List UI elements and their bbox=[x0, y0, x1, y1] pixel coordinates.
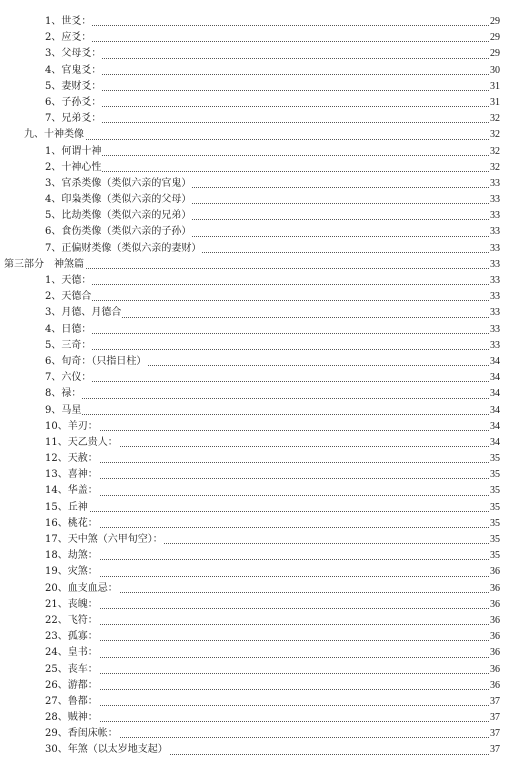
dot-leader bbox=[45, 25, 499, 26]
toc-entry-title: 5、妻财爻： bbox=[45, 79, 102, 95]
toc-entry-title: 21、丧魄： bbox=[45, 597, 99, 613]
toc-page-number: 37 bbox=[489, 742, 500, 758]
toc-entry-title: 2、天德合 bbox=[45, 289, 92, 305]
toc-section-heading[interactable] bbox=[0, 127, 515, 143]
toc-entry[interactable] bbox=[0, 678, 515, 694]
dot-leader bbox=[45, 333, 499, 334]
toc-entry-title: 16、桃花： bbox=[45, 516, 99, 532]
dot-leader bbox=[45, 349, 499, 350]
toc-entry-title: 1、何谓十神 bbox=[45, 144, 102, 160]
toc-entry[interactable] bbox=[0, 79, 515, 95]
toc-entry[interactable] bbox=[0, 419, 515, 435]
toc-entry-title: 7、兄弟爻： bbox=[45, 111, 102, 127]
toc-entry[interactable] bbox=[0, 305, 515, 321]
toc-entry-title: 1、世爻： bbox=[45, 14, 92, 30]
toc-page-number: 35 bbox=[489, 548, 500, 564]
dot-leader bbox=[45, 381, 499, 382]
toc-entry[interactable] bbox=[0, 338, 515, 354]
toc-page-number: 33 bbox=[489, 289, 500, 305]
toc-entry-title: 12、天赦： bbox=[45, 451, 99, 467]
toc-entry-title: 11、天乙贵人： bbox=[45, 435, 119, 451]
toc-entry-title: 29、香闺床帐： bbox=[45, 726, 119, 742]
dot-leader bbox=[45, 74, 499, 75]
toc-entry[interactable] bbox=[0, 14, 515, 30]
toc-page-number: 34 bbox=[489, 419, 500, 435]
dot-leader bbox=[45, 171, 499, 172]
toc-page-number: 35 bbox=[489, 467, 500, 483]
dot-leader bbox=[45, 122, 499, 123]
toc-entry-title: 15、丘神 bbox=[45, 500, 89, 516]
dot-leader bbox=[45, 398, 499, 399]
toc-page-number: 33 bbox=[489, 305, 500, 321]
toc-page-number: 33 bbox=[489, 338, 500, 354]
dot-leader bbox=[45, 58, 499, 59]
toc-entry[interactable] bbox=[0, 111, 515, 127]
toc-entry[interactable] bbox=[0, 144, 515, 160]
toc-entry-title: 7、正偏财类像（类似六亲的妻财） bbox=[45, 241, 202, 257]
toc-page-number: 33 bbox=[489, 208, 500, 224]
toc-entry[interactable] bbox=[0, 742, 515, 758]
toc-page-number: 36 bbox=[489, 662, 500, 678]
toc-entry[interactable] bbox=[0, 435, 515, 451]
dot-leader bbox=[45, 657, 499, 658]
toc-page-number: 32 bbox=[489, 127, 500, 143]
toc-entry-title: 20、血支血忌： bbox=[45, 581, 119, 597]
toc-page-number: 33 bbox=[489, 224, 500, 240]
toc-entry-title: 9、马星 bbox=[45, 403, 82, 419]
toc-entry[interactable] bbox=[0, 273, 515, 289]
toc-page-number: 29 bbox=[489, 14, 500, 30]
toc-entry[interactable] bbox=[0, 208, 515, 224]
toc-part-heading[interactable] bbox=[0, 257, 515, 273]
table-of-contents bbox=[0, 14, 515, 759]
toc-entry[interactable] bbox=[0, 564, 515, 580]
toc-entry-title: 18、劫煞： bbox=[45, 548, 99, 564]
toc-page-number: 36 bbox=[489, 678, 500, 694]
toc-page-number: 35 bbox=[489, 483, 500, 499]
toc-page-number: 33 bbox=[489, 241, 500, 257]
dot-leader bbox=[45, 705, 499, 706]
toc-entry-title: 19、灾煞： bbox=[45, 564, 99, 580]
toc-page-number: 32 bbox=[489, 111, 500, 127]
dot-leader bbox=[45, 90, 499, 91]
toc-entry[interactable] bbox=[0, 726, 515, 742]
toc-page-number: 36 bbox=[489, 597, 500, 613]
dot-leader bbox=[45, 41, 499, 42]
toc-entry[interactable] bbox=[0, 354, 515, 370]
toc-page-number: 30 bbox=[489, 63, 500, 79]
toc-page-number: 32 bbox=[489, 160, 500, 176]
toc-entry-title: 14、华盖： bbox=[45, 483, 99, 499]
toc-page-number: 33 bbox=[489, 257, 500, 273]
toc-entry[interactable] bbox=[0, 467, 515, 483]
toc-entry-title: 5、三奇： bbox=[45, 338, 92, 354]
toc-page-number: 34 bbox=[489, 370, 500, 386]
toc-entry[interactable] bbox=[0, 386, 515, 402]
toc-entry-title: 7、六仪： bbox=[45, 370, 92, 386]
dot-leader bbox=[45, 673, 499, 674]
toc-entry[interactable] bbox=[0, 46, 515, 62]
toc-page-number: 29 bbox=[489, 30, 500, 46]
dot-leader bbox=[45, 284, 499, 285]
toc-entry-title: 22、飞符： bbox=[45, 613, 99, 629]
toc-page-number: 35 bbox=[489, 532, 500, 548]
dot-leader bbox=[45, 414, 499, 415]
dot-leader bbox=[45, 527, 499, 528]
toc-page-number: 36 bbox=[489, 613, 500, 629]
toc-entry-title: 九、十神类像 bbox=[24, 127, 85, 143]
toc-page-number: 36 bbox=[489, 645, 500, 661]
toc-page-number: 35 bbox=[489, 451, 500, 467]
toc-page-number: 35 bbox=[489, 500, 500, 516]
toc-page-number: 34 bbox=[489, 435, 500, 451]
toc-page-number: 36 bbox=[489, 564, 500, 580]
toc-page-number: 33 bbox=[489, 273, 500, 289]
dot-leader bbox=[45, 559, 499, 560]
toc-page-number: 35 bbox=[489, 516, 500, 532]
dot-leader bbox=[45, 106, 499, 107]
toc-entry[interactable] bbox=[0, 224, 515, 240]
toc-entry[interactable] bbox=[0, 370, 515, 386]
dot-leader bbox=[45, 689, 499, 690]
toc-entry-title: 4、官鬼爻： bbox=[45, 63, 102, 79]
toc-entry[interactable] bbox=[0, 662, 515, 678]
toc-page-number: 29 bbox=[489, 46, 500, 62]
toc-entry[interactable] bbox=[0, 483, 515, 499]
dot-leader bbox=[45, 462, 499, 463]
toc-entry[interactable] bbox=[0, 694, 515, 710]
toc-entry[interactable] bbox=[0, 645, 515, 661]
toc-entry-title: 26、游都： bbox=[45, 678, 99, 694]
toc-entry-title: 4、日德： bbox=[45, 322, 92, 338]
toc-page-number: 37 bbox=[489, 694, 500, 710]
toc-entry-title: 27、鲁都： bbox=[45, 694, 99, 710]
toc-entry[interactable] bbox=[0, 710, 515, 726]
toc-entry[interactable] bbox=[0, 241, 515, 257]
dot-leader bbox=[45, 430, 499, 431]
toc-page-number: 34 bbox=[489, 354, 500, 370]
toc-entry[interactable] bbox=[0, 160, 515, 176]
toc-entry[interactable] bbox=[0, 95, 515, 111]
dot-leader bbox=[45, 300, 499, 301]
toc-entry-title: 10、羊刃： bbox=[45, 419, 99, 435]
toc-entry[interactable] bbox=[0, 613, 515, 629]
toc-entry-title: 28、贼神： bbox=[45, 710, 99, 726]
toc-page-number: 36 bbox=[489, 629, 500, 645]
toc-page-number: 37 bbox=[489, 726, 500, 742]
dot-leader bbox=[45, 155, 499, 156]
toc-entry-title: 17、天中煞（六甲旬空）： bbox=[45, 532, 164, 548]
toc-entry-title: 23、孤寡： bbox=[45, 629, 99, 645]
dot-leader bbox=[45, 478, 499, 479]
toc-entry[interactable] bbox=[0, 581, 515, 597]
dot-leader bbox=[45, 640, 499, 641]
toc-entry[interactable] bbox=[0, 548, 515, 564]
toc-page-number: 34 bbox=[489, 386, 500, 402]
toc-page-number: 31 bbox=[489, 79, 500, 95]
toc-entry-title: 24、皇书： bbox=[45, 645, 99, 661]
dot-leader bbox=[45, 624, 499, 625]
toc-entry-title: 第三部分 神煞篇 bbox=[4, 257, 85, 273]
dot-leader bbox=[45, 495, 499, 496]
toc-entry-title: 1、天德： bbox=[45, 273, 92, 289]
toc-entry[interactable] bbox=[0, 516, 515, 532]
toc-entry-title: 6、旬奇：（只指日柱） bbox=[45, 354, 147, 370]
toc-entry[interactable] bbox=[0, 500, 515, 516]
toc-entry-title: 2、应爻： bbox=[45, 30, 92, 46]
toc-entry[interactable] bbox=[0, 403, 515, 419]
toc-entry[interactable] bbox=[0, 322, 515, 338]
toc-entry[interactable] bbox=[0, 597, 515, 613]
toc-entry[interactable] bbox=[0, 451, 515, 467]
toc-entry-title: 25、丧车： bbox=[45, 662, 99, 678]
toc-entry-title: 5、比劫类像（类似六亲的兄弟） bbox=[45, 208, 192, 224]
toc-entry[interactable] bbox=[0, 63, 515, 79]
toc-entry-title: 30、年煞（以太岁地支起） bbox=[45, 742, 169, 758]
toc-entry[interactable] bbox=[0, 192, 515, 208]
toc-entry-title: 3、父母爻： bbox=[45, 46, 102, 62]
toc-entry-title: 3、月德、月德合 bbox=[45, 305, 122, 321]
toc-entry-title: 4、印枭类像（类似六亲的父母） bbox=[45, 192, 192, 208]
toc-page-number: 32 bbox=[489, 144, 500, 160]
toc-entry-title: 6、食伤类像（类似六亲的子孙） bbox=[45, 224, 192, 240]
toc-page-number: 33 bbox=[489, 322, 500, 338]
toc-entry-title: 8、禄： bbox=[45, 386, 82, 402]
dot-leader bbox=[45, 511, 499, 512]
toc-entry[interactable] bbox=[0, 629, 515, 645]
toc-entry-title: 13、喜神： bbox=[45, 467, 99, 483]
toc-entry-title: 2、十神心性 bbox=[45, 160, 102, 176]
toc-page-number: 37 bbox=[489, 710, 500, 726]
toc-entry[interactable] bbox=[0, 30, 515, 46]
dot-leader bbox=[45, 576, 499, 577]
dot-leader bbox=[24, 139, 499, 140]
dot-leader bbox=[45, 608, 499, 609]
toc-page-number: 36 bbox=[489, 581, 500, 597]
toc-page-number: 34 bbox=[489, 403, 500, 419]
toc-page-number: 33 bbox=[489, 176, 500, 192]
toc-entry[interactable] bbox=[0, 532, 515, 548]
toc-page-number: 31 bbox=[489, 95, 500, 111]
toc-entry-title: 6、子孙爻： bbox=[45, 95, 102, 111]
toc-entry[interactable] bbox=[0, 289, 515, 305]
dot-leader bbox=[45, 721, 499, 722]
toc-entry-title: 3、官杀类像（类似六亲的官鬼） bbox=[45, 176, 192, 192]
toc-entry[interactable] bbox=[0, 176, 515, 192]
toc-page-number: 33 bbox=[489, 192, 500, 208]
